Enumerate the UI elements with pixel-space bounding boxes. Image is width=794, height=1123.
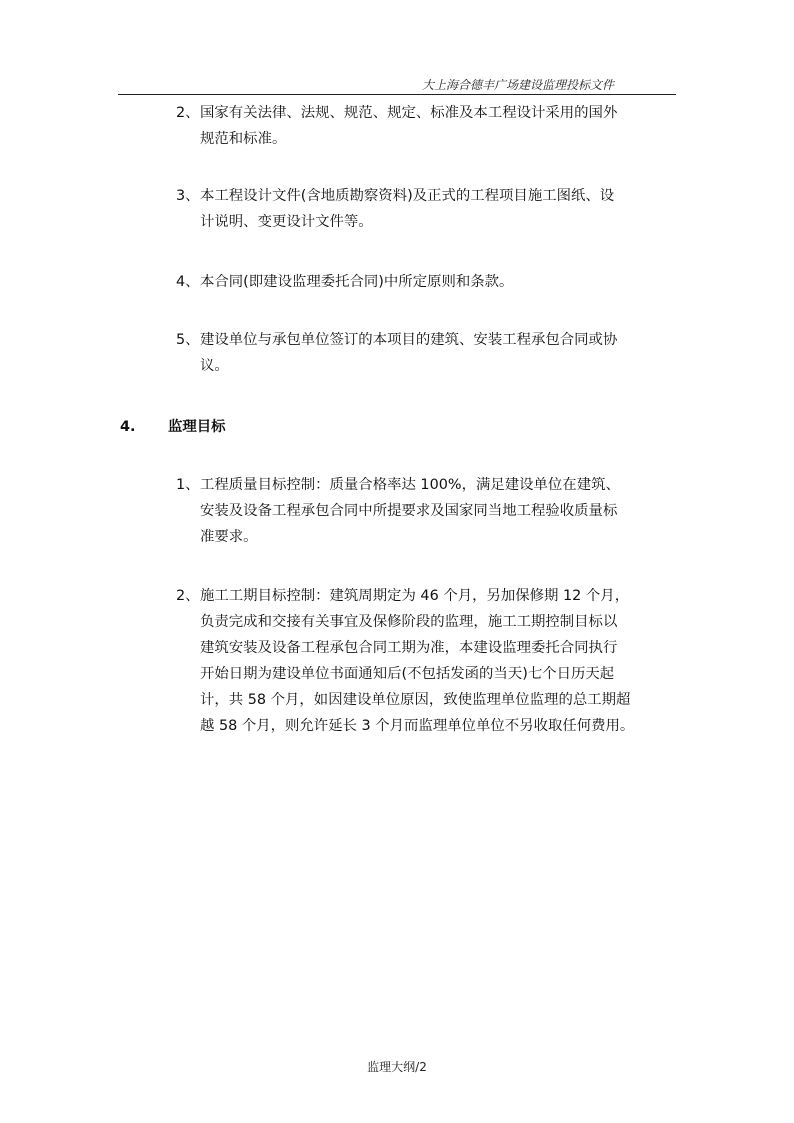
list-item-number: 3、 <box>176 188 200 204</box>
list-item-line: 安装及设备工程承包合同中所提要求及国家同当地工程验收质量标 <box>200 503 618 519</box>
list-item-line: 准要求。 <box>200 529 258 545</box>
page-number-label: 监理大纲/2 <box>367 1060 427 1074</box>
section-title: 监理目标 <box>168 419 226 435</box>
list-item-line: 本合同(即建设监理委托合同)中所定原则和条款。 <box>200 274 514 290</box>
list-item-line: 越 58 个月，则允许延长 3 个月而监理单位单位不另收取任何费用。 <box>200 718 635 734</box>
header-title: 大上海合德丰广场建设监理投标文件 <box>421 78 614 92</box>
list-item-number: 5、 <box>176 332 200 348</box>
list-item-line: 施工工期目标控制：建筑周期定为 46 个月，另加保修期 12 个月， <box>200 588 630 604</box>
list-item-line: 计说明、变更设计文件等。 <box>200 214 373 230</box>
list-item <box>176 183 676 230</box>
list-item <box>176 472 676 545</box>
list-item <box>176 100 676 147</box>
list-item-line: 建筑安装及设备工程承包合同工期为准，本建设监理委托合同执行 <box>200 640 618 656</box>
list-item-number: 1、 <box>176 477 200 493</box>
list-item-number: 2、 <box>176 105 200 121</box>
list-item-line: 计，共 58 个月，如因建设单位原因，致使监理单位监理的总工期超 <box>200 692 631 708</box>
list-item-line: 工程质量目标控制：质量合格率达 100%，满足建设单位在建筑、 <box>200 477 620 493</box>
list-item-line: 负责完成和交接有关事宜及保修阶段的监理，施工工期控制目标以 <box>200 614 618 630</box>
page-footer <box>0 1060 794 1074</box>
page-header <box>118 78 676 95</box>
list-item-line: 规范和标准。 <box>200 131 287 147</box>
list-item <box>176 269 676 295</box>
list-item-line: 国家有关法律、法规、规范、规定、标准及本工程设计采用的国外 <box>200 105 618 121</box>
section-number: 4. <box>120 419 136 435</box>
list-item-line: 议。 <box>200 358 229 374</box>
list-item <box>176 583 676 734</box>
list-item-line: 建设单位与承包单位签订的本项目的建筑、安装工程承包合同或协 <box>200 332 618 348</box>
section-heading <box>120 414 226 440</box>
list-item-line: 本工程设计文件(含地质勘察资料)及正式的工程项目施工图纸、设 <box>200 188 615 204</box>
list-item-line: 开始日期为建设单位书面通知后(不包括发函的当天)七个日历天起 <box>200 666 615 682</box>
list-item-number: 4、 <box>176 274 200 290</box>
list-item-number: 2、 <box>176 588 200 604</box>
list-item <box>176 327 676 374</box>
